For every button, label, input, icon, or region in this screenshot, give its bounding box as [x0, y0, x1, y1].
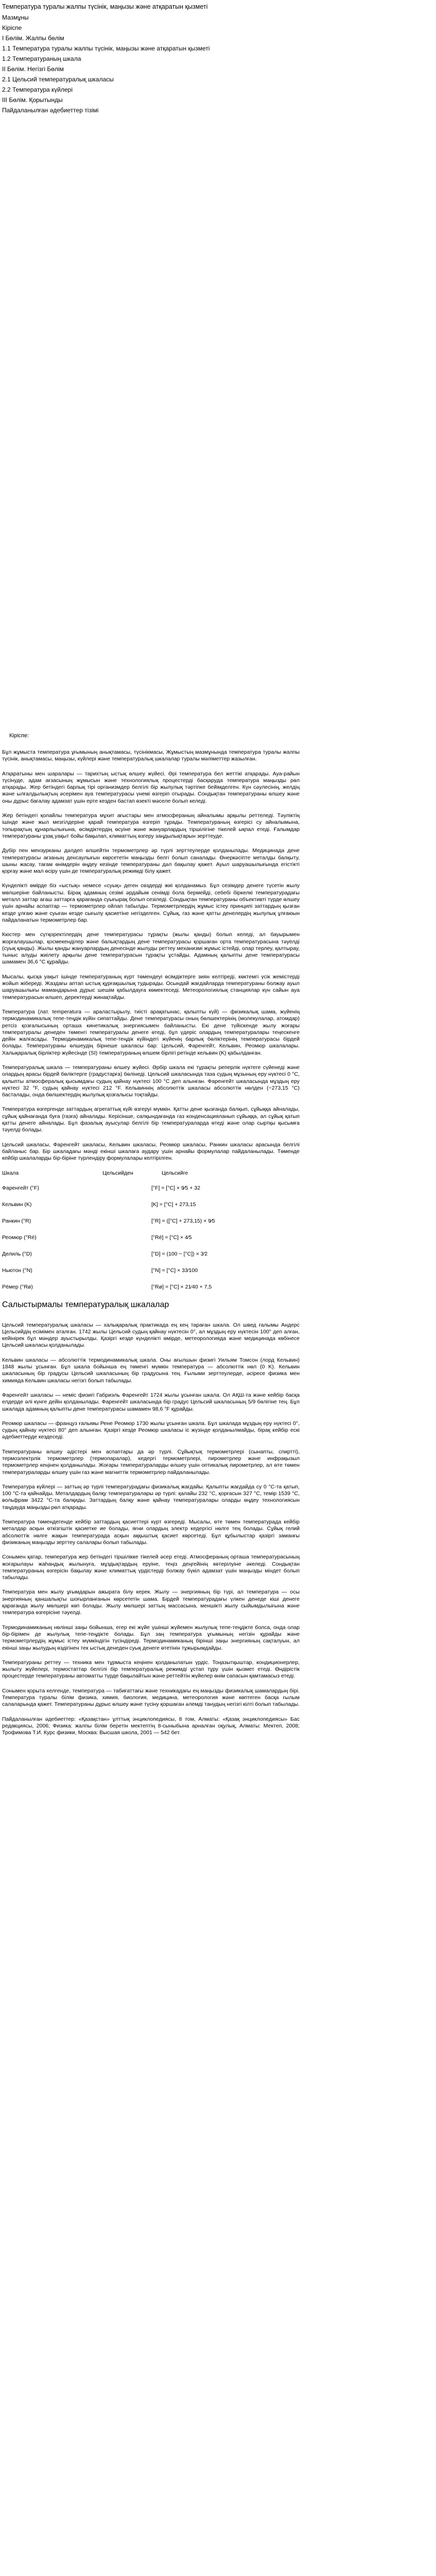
toc-item: II Бөлім. Негізгі Бөлім	[2, 65, 64, 73]
header-cell: Цельсийге	[162, 1170, 188, 1176]
table-of-contents	[2, 3, 434, 114]
header-cell: Цельсийден	[102, 1170, 133, 1176]
table-cell: [°F] = [°C] × 9⁄5 + 32	[151, 1184, 201, 1191]
paragraph: Температура (лат. temperatura — араластырылу, тиісті арақатынас, қалыпты күй) — физикалық шама, жүйенің термодинамикалық тепе-теңдік күйін сипаттайды. Дене температурасы оның бөлшектерінің (молекулалар, атомдар) ретсіз қозғалысының орташа кинетикалық энергиясымен байланысты. Екі дене түйіскенде жылу жоғары температуралы денеден төменгі температуралы денеге өтеді, бұл үдеріс олардың температуралары теңескенге дейін жалғасады. Термодинамикалық тепе-теңдік күйіндегі жүйенің барлық бөліктерінің температурасы бірдей болады. Температураны өлшеудің бірнеше шкаласы бар: Цельсий, Фаренгейт, Кельвин, Реомюр шкалалары. Халықаралық бірліктер жүйесінде (SI) температураның өлшем бірлігі ретінде кельвин (K) қабылданған.	[2, 1008, 300, 1056]
paragraph: Температура төмендегенде кейбір заттардың қасиеттері күрт өзгереді. Мысалы, өте төмен температурада кейбір металдар асқын өткізгіштік қасиетке ие болады, яғни олардың электр кедергісі нөлге тең болады. Сұйық гелий абсолюттік нөлге жақын температурада асқын аққыштық қасиет көрсетеді. Бұл құбылыстар қазіргі заманғы физиканың маңызды зерттеу салалары болып табылады.	[2, 1519, 300, 1546]
table-header	[2, 1170, 300, 1177]
toc-item: Кіріспе	[2, 24, 22, 31]
paragraph: Кюстер мен сүтқоректілердің дене температурасы тұрақты (жылы қанды) болып келеді, ал бауырымен жорғалаушылар, қосмекенділер және балықтардың дене температурасы қоршаған орта температурасына тәуелді (суық қанды). Жылы қанды жануарлардың денесінде жылуды реттеу механизмі жұмыс істейді, олар терлеу, қалтырау, тыныс алуды жиілету арқылы дене температурасын тұрақты ұстайды. Адамның қалыпты дене температурасы шамамен 36,6 °C құрайды.	[2, 931, 300, 965]
paragraph: Температура күйлері — заттың әр түрлі температурадағы физикалық жағдайы. Қалыпты жағдайда су 0 °C-та қатып, 100 °C-та қайнайды. Металдардың балқу температуралары әр түрлі: қалайы 232 °C, қорғасын 327 °C, темір 1539 °C, вольфрам 3422 °C-та балқиды. Заттардың балқу және қайнау температуралары оларды өңдеу технологиясын таңдауда маңызды рөл атқарады.	[2, 1483, 300, 1511]
section-heading-introduction: Кіріспе:	[9, 733, 29, 739]
paragraph: Мысалы, қысқа уақыт ішінде температураның күрт төмендеуі өсімдіктерге зиян келтіреді, көктемгі үсік жемістерді жойып жібереді. Жаздағы аптап ыстық құрғақшылық тудырады. Осындай жағдайларда температураны болжау ауыл шаруашылығы мамандарына дұрыс шешім қабылдауға көмектеседі. Метеорологиялық станциялар күн сайын ауа температурасын өлшеп, деректерді жинақтайды.	[2, 973, 300, 1001]
table-row	[2, 1234, 300, 1241]
table-cell: Рёмер (°Rø)	[2, 1283, 33, 1290]
table-row	[2, 1201, 300, 1208]
table-row	[2, 1185, 300, 1192]
toc-item: I Бөлім. Жалпы бөлім	[2, 35, 64, 42]
paragraph: Бұл жұмыста температура ұғымының анықтамасы, түсінікмасы, Жұмыстың мазмұнында температура туралы жалпы түсінік, анықтамасы, маңызы, күйлері және температуралық шкалалар туралы мәліметтер жазылған.	[2, 749, 300, 762]
paragraph: Температуралық шкала — температураны өлшеу жүйесі. Әрбір шкала екі тұрақты реперлік нүктеге сүйенеді және олардың арасы бірдей бөліктерге (градустарға) бөлінеді. Цельсий шкаласында таза судың мұзының еру нүктесі 0 °C, қалыпты атмосфералық қысымдағы судың қайнау нүктесі 100 °C деп алынған. Фаренгейт шкаласында мұздың еру нүктесі 32 °F, судың қайнау нүктесі 212 °F. Кельвиннің абсолюттік шкаласы абсолюттік нөлден (−273,15 °C) басталады, онда бөлшектердің жылулық қозғалысы тоқтайды.	[2, 1064, 300, 1098]
bibliography: Пайдаланылған әдебиеттер: «Қазақстан» ұлттық энциклопедиясы, 8 том, Алматы: «Қазақ энциклопедиясы» Бас редакциясы, 2006; Физика: жалпы білім беретін мектептің 8-сыныбына арналған оқулық, Алматы: Мектеп, 2008; Трофимова Т.И. Курс физики, Москва: Высшая школа, 2001 — 542 бет.	[2, 1716, 300, 1736]
table-cell: Делиль (°D)	[2, 1250, 32, 1257]
toc-item: Мазмұны	[2, 14, 29, 21]
table-cell: [°Ré] = [°C] × 4⁄5	[151, 1234, 192, 1241]
paragraph: Температураны реттеу — техника мен тұрмыста кеңінен қолданылатын үрдіс. Тоңазытқыштар, кондиционерлер, жылыту жүйелері, термостаттар белгілі бір температуралық режимді ұстап тұру үшін қызмет етеді. Өндірістік процестерде температураны автоматты түрде бақылайтын және реттейтін жүйелер өнім сапасын қамтамасыз етеді.	[2, 1659, 300, 1680]
paragraph: Жер бетіндегі қолайлы температура мұхит ағыстары мен атмосфераның айналымы арқылы реттеледі. Тәуліктің ішінде және жыл мезгілдеріне қарай температура өзгеріп тұрады. Температураның өзгерісі су айналымына, топырақтың құнарлылығына, өсімдіктердің өсуіне және жануарлардың тіршілігіне тікелей ықпал етеді. Ғалымдар температураны ұзақ уақыт бойы бақылап, климаттың өзгеру заңдылықтарын зерттеуде.	[2, 812, 300, 839]
table-cell: [°D] = (100 − [°C]) × 3⁄2	[151, 1250, 208, 1257]
paragraph: Температура өзгергенде заттардың агрегаттық күйі өзгеруі мүмкін. Қатты дене қызғанда балқып, сұйыққа айналады, сұйық қайнағанда буға (газға) айналады. Керісінше, салқындағанда газ конденсацияланып сұйыққа, ал сұйық қатып қатты денеге айналады. Бұл фазалық ауысулар белгілі бір температураларда өтеді және олар сыртқы қысымға тәуелді болады.	[2, 1106, 300, 1133]
toc-item: III Бөлім. Қорытынды	[2, 96, 63, 104]
table-cell: [K] = [°C] + 273,15	[151, 1201, 196, 1208]
table-row	[2, 1251, 300, 1258]
blank-figure-area	[2, 117, 434, 733]
paragraph: Фаренгейт шкаласы — неміс физигі Габриэль Фаренгейт 1724 жылы ұсынған шкала. Ол АҚШ-та және кейбір басқа елдерде әлі күнге дейін қолданылады. Фаренгейт шкаласында бір градус Цельсий шкаласының 5/9 бөлігіне тең. Бұл шкалада адамның қалыпты дене температурасы шамамен 98,6 °F құрайды.	[2, 1392, 300, 1412]
toc-item: 2.2 Температура күйлері	[2, 86, 73, 93]
table-cell: [°N] = [°C] × 33⁄100	[151, 1267, 198, 1274]
temperature-conversion-table	[2, 1170, 300, 1310]
table-cell: Ньютон (°N)	[2, 1267, 32, 1274]
toc-item: Пайдаланылған әдебиеттер тізімі	[2, 107, 99, 114]
table-cell: Кельвин (K)	[2, 1201, 32, 1208]
table-cell: [°Rø] = [°C] × 21⁄40 + 7,5	[151, 1283, 212, 1290]
paragraph: Кельвин шкаласы — абсолюттік термодинамикалық шкала. Оны ағылшын физигі Уильям Томсон (лорд Кельвин) 1848 жылы ұсынған. Бұл шкала бойынша ең төменгі мүмкін температура — абсолюттік нөл (0 K). Кельвин шкаласының бір градусы Цельсий шкаласының бір градусына тең. Ғылыми зерттеулерде, әсіресе физика мен химияда Кельвин шкаласы негізгі болып табылады.	[2, 1357, 300, 1384]
paragraph: Сонымен қорыта келгенде, температура — табиғаттағы және техникадағы ең маңызды физикалық шамалардың бірі. Температура туралы білім физика, химия, биология, медицина, метеорология және көптеген басқа ғылым салаларында қажет. Температураны дұрыс өлшеу және түсіну қоршаған әлемді танудың негізгі кілті болып табылады.	[2, 1687, 300, 1708]
table-row	[2, 1218, 300, 1225]
table-cell: [°R] = ([°C] + 273,15) × 9⁄5	[151, 1217, 215, 1224]
paragraph: Цельсий шкаласы, Фаренгейт шкаласы, Кельвин шкаласы, Реомюр шкаласы, Ранкин шкаласы арасында белгілі байланыс бар. Бір шкаладағы мәнді екінші шкалаға аудару үшін арнайы формулалар пайдаланылады. Төменде кейбір шкалаларды бір-біріне түрлендіру формулалары келтірілген.	[2, 1141, 300, 1162]
toc-item: 2.1 Цельсий температуралық шкаласы	[2, 76, 114, 83]
document-body	[2, 733, 434, 1737]
paragraph: Сонымен қатар, температура жер бетіндегі тіршілікке тікелей әсер етеді. Атмосфераның орташа температурасының жоғарылауы жаһандық жылынуға, мұздықтардың еруіне, теңіз деңгейінің көтерілуіне әкеледі. Сондықтан температураның өзгерісін бақылау және климаттық үрдістерді болжау бүкіл адамзат үшін маңызды міндет болып табылады.	[2, 1554, 300, 1581]
table-cell: Фаренгейт (°F)	[2, 1184, 39, 1191]
paragraph: Температура мен жылу ұғымдарын ажырата білу керек. Жылу — энергияның бір түрі, ал температура — осы энергияның қаншалықты шоғырланғанын көрсететін шама. Бірдей температурадағы үлкен денеде кіші денеге қарағанда жылу мөлшері көп болады. Жылу мөлшері заттың массасына, меншікті жылу сыйымдылығына және температура өзгерісіне тәуелді.	[2, 1589, 300, 1616]
toc-item: 1.2 Температураның шкала	[2, 55, 81, 62]
paragraph: Цельсий температуралық шкаласы — халықаралық практикада ең кең тараған шкала. Ол швед ғалымы Андерс Цельсийдің есімімен аталған. 1742 жылы Цельсий судың қайнау нүктесін 0°, ал мұздың еру нүктесін 100° деп алған, кейінірек бұл мәндер ауыстырылды. Қазіргі кезде күнделікті өмірде, метеорологияда және медицинада көбінесе Цельсий шкаласы қолданылады.	[2, 1321, 300, 1349]
document-title: Температура туралы жалпы түсінік, маңызы және атқаратын қызметі	[2, 3, 208, 10]
paragraph: Күнделікті өмірде біз «ыстық» немесе «суық» деген сөздерді жиі қолданамыз. Бұл сезімдер денеге түсетін жылу мөлшеріне байланысты. Бірақ адамның сезімі әрдайым сенімді бола бермейді, себебі біркелкі температурадағы металл заттар ағаш заттарға қарағанда суығырақ болып сезіледі. Сондықтан температураны объективті түрде өлшеу үшін арнайы аспаптар — термометрлер ойлап табылды. Термометрлердің жұмыс істеу принципі заттардың қызған кезде ұлғаю және суыған кезде сығылу қасиетіне негізделген. Сұйық, газ және қатты денелердің жылулық ұлғаюын пайдаланатын термометрлер бар.	[2, 883, 300, 923]
paragraph: Термодинамиканың нөлінші заңы бойынша, егер екі жүйе үшінші жүйемен жылулық тепе-теңдікте болса, онда олар бір-бірімен де жылулық тепе-теңдікте болады. Бұл заң температура ұғымының негізін құрайды және термометрлердің жұмыс істеу мүмкіндігін түсіндіреді. Термодинамиканың бірінші заңы энергияның сақталуын, ал екінші заңы жылудың өздігінен тек ыстық денеден суық денеге өтетінін тұжырымдайды.	[2, 1624, 300, 1651]
table-cell: Ранкин (°R)	[2, 1217, 31, 1224]
table-caption: Салыстырмалы температуралық шкалалар	[2, 1300, 169, 1309]
header-cell: Шкала	[2, 1170, 19, 1176]
paragraph: Температураны өлшеу әдістері мен аспаптары да әр түрлі. Сұйықтық термометрлері (сынапты, спиртті), термоэлектрлік термометрлер (термопаралар), кедергі термометрлері, пирометрлер және инфрақызыл термометрлер кеңінен қолданылады. Жоғары температураларды өлшеу үшін оптикалық пирометрлер, ал өте төмен температураларды өлшеу үшін газ және магниттік термометрлер пайдаланылады.	[2, 1448, 300, 1476]
toc-item: 1.1 Температура туралы жалпы түсінік, маңызы және атқаратын қызметі	[2, 45, 210, 52]
paragraph: Реомюр шкаласы — француз ғалымы Рене Реомюр 1730 жылы ұсынған шкала. Бұл шкалада мұздың еру нүктесі 0°, судың қайнау нүктесі 80° деп алынған. Қазіргі кезде Реомюр шкаласы іс жүзінде қолданылмайды, бірақ кейбір ескі әдебиеттерде кездеседі.	[2, 1420, 300, 1440]
table-cell: Реомюр (°Ré)	[2, 1234, 37, 1241]
table-row	[2, 1267, 300, 1274]
paragraph: Дүбір пен мензурканы дәлдеп өлшейтін термометрлер әр түрлі зерттеулерде қолданылады. Медицинада дене температурасы ағзаның денсаулығын көрсететін маңызды белгі болып саналады. Өнеркәсіпте металды балқыту, шыны жасау, тағам өнімдерін өңдеу кезінде температураны дәл бақылау қажет. Ауыл шаруашылығында егістікті қорғау және мал өсіру үшін де температуралық режимді білу қажет.	[2, 848, 300, 875]
paragraph: Атқаратыны мен шаралары — тарихтың ыстық өлшеу жүйесі. Әрі температура бел жеттікі атқарады. Ауа-райын түсінуде, адам ағзасының жұмысын және технологиялық процестерді басқаруда температура маңызды рөл атқарады. Жер бетіндегі барлық тірі организмдер белгілі бір жылулық тәртіпке бейімделген. Күн сәулесінің, желдің және ылғалдылықтың әсерімен ауа температурасы үнемі өзгеріп отырады. Сондықтан температураны өлшеу және оны дұрыс бағалау адамзат үшін ерте кезден бастап өзекті мәселе болып келеді.	[2, 770, 300, 804]
toc-list	[2, 14, 434, 114]
table-row	[2, 1284, 300, 1291]
